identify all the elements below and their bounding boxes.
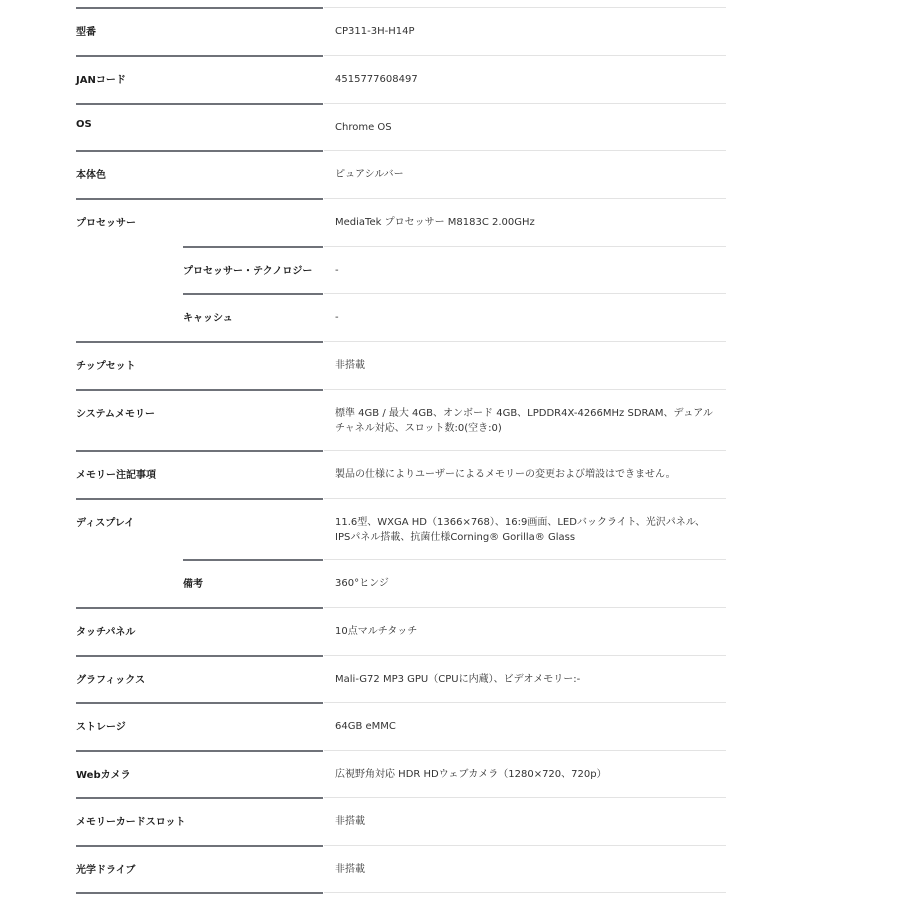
spec-label: グラフィックス xyxy=(76,675,146,686)
spec-label: ストレージ xyxy=(76,722,126,733)
spec-row xyxy=(76,450,726,498)
spec-row xyxy=(76,607,726,655)
spec-value: 4515777608497 xyxy=(335,74,418,85)
value-divider xyxy=(324,293,726,294)
spec-row xyxy=(76,498,726,559)
spec-label: 光学ドライブ xyxy=(76,865,136,876)
spec-label: メモリー注記事項 xyxy=(76,470,156,481)
value-divider xyxy=(324,198,726,199)
spec-value: 広視野角対応 HDR HDウェブカメラ（1280×720、720p） xyxy=(335,769,607,780)
spec-value: 製品の仕様によりユーザーによるメモリーの変更および増設はできません。 xyxy=(335,469,676,480)
spec-label: メモリーカードスロット xyxy=(76,817,186,828)
label-divider xyxy=(76,845,323,847)
spec-value: Mali-G72 MP3 GPU（CPUに内蔵）、ビデオメモリー:- xyxy=(335,674,581,685)
label-divider xyxy=(76,498,323,500)
spec-row xyxy=(76,198,726,246)
spec-value: - xyxy=(335,265,339,276)
label-divider xyxy=(76,389,323,391)
label-divider xyxy=(183,559,323,561)
value-divider xyxy=(324,7,726,8)
spec-sublabel: キャッシュ xyxy=(183,313,233,324)
value-divider xyxy=(324,103,726,104)
spec-value: 10点マルチタッチ xyxy=(335,626,418,637)
spec-label: タッチパネル xyxy=(76,627,136,638)
spec-label: Webカメラ xyxy=(76,770,131,781)
label-divider xyxy=(76,450,323,452)
spec-row xyxy=(76,55,726,103)
spec-label: ディスプレイ xyxy=(76,518,135,529)
label-divider xyxy=(76,198,323,200)
spec-value: 64GB eMMC xyxy=(335,721,396,732)
spec-sublabel: 備考 xyxy=(183,579,203,590)
value-divider xyxy=(324,702,726,703)
spec-row xyxy=(76,7,726,55)
spec-value: 11.6型、WXGA HD（1366×768）、16:9画面、LEDバックライト、光沢パネル、IPSパネル搭載、抗菌仕様Corning® Gorilla® Glass xyxy=(335,517,705,543)
spec-row xyxy=(76,750,726,797)
spec-row xyxy=(76,702,726,750)
label-divider xyxy=(183,293,323,295)
label-divider xyxy=(76,797,323,799)
value-divider xyxy=(324,655,726,656)
spec-row xyxy=(76,559,726,607)
spec-value: - xyxy=(335,312,339,323)
value-divider xyxy=(324,389,726,390)
spec-row xyxy=(76,655,726,702)
spec-value: Chrome OS xyxy=(335,122,392,133)
spec-value: 非搭載 xyxy=(335,360,365,371)
label-divider xyxy=(76,750,323,752)
spec-row xyxy=(76,389,726,450)
spec-value: 非搭載 xyxy=(335,816,365,827)
spec-row xyxy=(76,293,726,341)
value-divider xyxy=(324,797,726,798)
label-divider xyxy=(76,607,323,609)
spec-label: システムメモリー xyxy=(76,409,155,420)
label-divider xyxy=(76,103,323,105)
label-divider xyxy=(76,892,323,894)
spec-label: プロセッサー xyxy=(76,218,136,229)
spec-label: JANコード xyxy=(76,75,126,86)
value-divider xyxy=(324,150,726,151)
value-divider xyxy=(324,750,726,751)
value-divider xyxy=(324,845,726,846)
value-divider xyxy=(324,498,726,499)
label-divider xyxy=(76,655,323,657)
value-divider xyxy=(324,246,726,247)
value-divider xyxy=(324,450,726,451)
label-divider xyxy=(76,7,323,9)
spec-row xyxy=(76,341,726,389)
spec-label: 型番 xyxy=(76,27,96,38)
spec-label: チップセット xyxy=(76,361,136,372)
value-divider xyxy=(324,559,726,560)
spec-row xyxy=(76,797,726,845)
spec-row xyxy=(76,150,726,198)
spec-sublabel: プロセッサー・テクノロジー xyxy=(183,266,313,277)
label-divider xyxy=(76,55,323,57)
spec-label: 本体色 xyxy=(76,170,106,181)
table-bottom-border xyxy=(76,892,726,894)
label-divider xyxy=(76,150,323,152)
value-divider xyxy=(324,55,726,56)
label-divider xyxy=(76,702,323,704)
spec-row xyxy=(76,845,726,892)
spec-row xyxy=(76,103,726,150)
spec-label: OS xyxy=(76,119,92,130)
value-divider xyxy=(324,607,726,608)
spec-value: ピュアシルバー xyxy=(335,169,404,180)
value-divider xyxy=(324,341,726,342)
spec-value: CP311-3H-H14P xyxy=(335,26,415,37)
spec-value: 標準 4GB / 最大 4GB、オンボード 4GB、LPDDR4X-4266MHz SDRAM、デュアルチャネル対応、スロット数:0(空き:0) xyxy=(335,408,713,434)
spec-row xyxy=(76,246,726,293)
label-divider xyxy=(76,341,323,343)
spec-value: 非搭載 xyxy=(335,864,365,875)
label-divider xyxy=(183,246,323,248)
value-divider xyxy=(324,892,726,893)
spec-value: 360°ヒンジ xyxy=(335,578,389,589)
spec-value: MediaTek プロセッサー M8183C 2.00GHz xyxy=(335,217,535,228)
